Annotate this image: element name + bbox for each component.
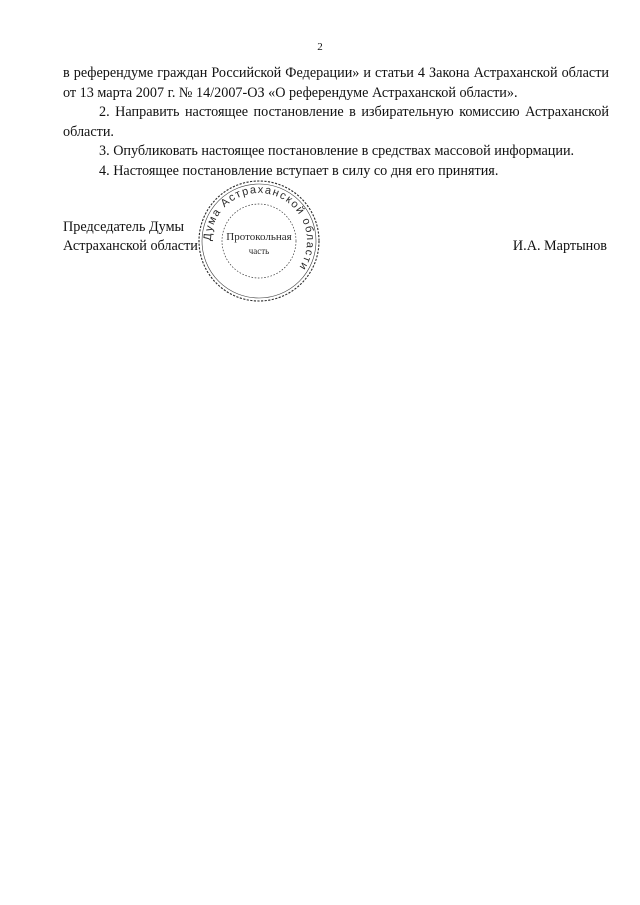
official-stamp xyxy=(196,178,322,304)
paragraph-item-3: 3. Опубликовать настоящее постановление в средствах массовой информации. xyxy=(99,143,575,159)
signatory-role xyxy=(63,218,198,256)
document-body xyxy=(63,64,609,181)
stamp-ring-text: Дума Астраханской области xyxy=(201,183,317,273)
signatory-role-line1: Председатель Думы xyxy=(63,219,185,235)
stamp-center-line2: часть xyxy=(248,246,270,256)
paragraph-item-2: 2. Направить настоящее постановление в избирательную комиссию Астраханской области. xyxy=(63,104,609,140)
signature-block xyxy=(63,218,609,278)
paragraph-continuation: в референдуме граждан Российской Федерации» и статьи 4 Закона Астраханской области от 13 марта 2007 г. № 14/2007-ОЗ «О референдуме Астраханской области». xyxy=(63,65,609,101)
page-number: 2 xyxy=(317,41,323,53)
paragraph-item-4: 4. Настоящее постановление вступает в силу со дня его принятия. xyxy=(99,162,499,179)
signatory-role-line2: Астраханской области xyxy=(63,238,198,254)
stamp-center-line1: Протокольная xyxy=(226,231,292,243)
signatory-name: И.А. Мартынов xyxy=(512,238,607,254)
stamp-graphic xyxy=(196,178,322,304)
